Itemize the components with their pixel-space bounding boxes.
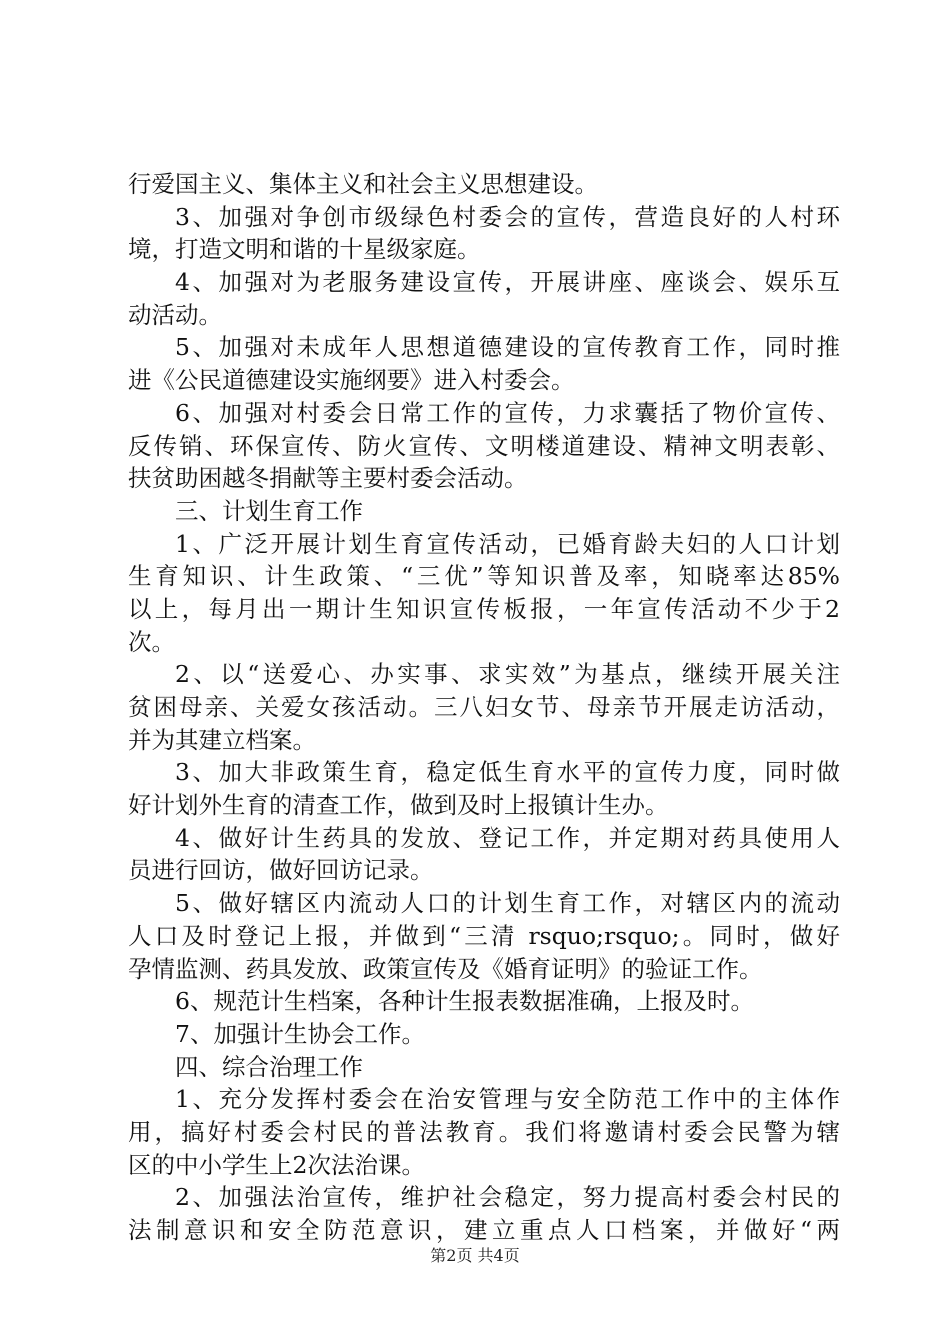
text-line: 贫困母亲、关爱女孩活动。三八妇女节、母亲节开展走访活动， (128, 693, 840, 721)
text-line: 2、以“送爱心、办实事、求实效”为基点，继续开展关注 (175, 660, 840, 689)
text-line: 4、做好计生药具的发放、登记工作，并定期对药具使用人 (175, 823, 840, 852)
text-line: 5、加强对未成年人思想道德建设的宣传教育工作，同时推 (175, 333, 840, 362)
text-line: 生育知识、计生政策、“三优”等知识普及率，知晓率达85% (128, 562, 840, 591)
text-line: 进《公民道德建设实施纲要》进入村委会。 (128, 366, 575, 395)
text-line: 1、充分发挥村委会在治安管理与安全防范工作中的主体作 (175, 1085, 840, 1114)
text-line: 4、加强对为老服务建设宣传，开展讲座、座谈会、娱乐互 (175, 268, 840, 297)
text-line: 员进行回访，做好回访记录。 (128, 856, 434, 885)
text-line: 扶贫助困越冬捐献等主要村委会活动。 (128, 464, 528, 493)
text-line: 以上，每月出一期计生知识宣传板报，一年宣传活动不少于2 (128, 594, 840, 623)
text-line: 6、加强对村委会日常工作的宣传，力求囊括了物价宣传、 (175, 398, 840, 427)
text-line: 法制意识和安全防范意识，建立重点人口档案，并做好“两 (128, 1216, 840, 1244)
page-footer: 第2页 共4页 (430, 1246, 520, 1265)
text-line: 次。 (128, 627, 175, 656)
text-line: 2、加强法治宣传，维护社会稳定，努力提高村委会村民的 (175, 1183, 840, 1212)
text-line: 5、做好辖区内流动人口的计划生育工作，对辖区内的流动 (175, 889, 840, 918)
text-line: 行爱国主义、集体主义和社会主义思想建设。 (128, 170, 598, 198)
text-line: 1、广泛开展计划生育宣传活动，已婚育龄夫妇的人口计划 (175, 529, 840, 558)
text-line: 并为其建立档案。 (128, 725, 316, 754)
body-text (128, 168, 840, 1247)
text-line: 3、加大非政策生育，稳定低生育水平的宣传力度，同时做 (175, 758, 840, 787)
text-line: 三、计划生育工作 (175, 496, 363, 525)
text-line: 人口及时登记上报，并做到“三清 rsquo;rsquo;。同时，做好 (128, 921, 840, 950)
text-line: 孕情监测、药具发放、政策宣传及《婚育证明》的验证工作。 (128, 954, 763, 983)
text-line: 区的中小学生上2次法治课。 (128, 1150, 425, 1179)
text-line: 好计划外生育的清查工作，做到及时上报镇计生办。 (128, 791, 669, 820)
text-line: 6、规范计生档案，各种计生报表数据准确，上报及时。 (175, 987, 754, 1016)
text-line: 7、加强计生协会工作。 (175, 1019, 425, 1048)
text-line: 反传销、环保宣传、防火宣传、文明楼道建设、精神文明表彰、 (128, 431, 840, 460)
text-line: 境，打造文明和谐的十星级家庭。 (128, 235, 481, 264)
text-line: 动活动。 (128, 300, 222, 329)
text-line: 3、加强对争创市级绿色村委会的宣传，营造良好的人村环 (175, 202, 840, 231)
text-line: 四、综合治理工作 (175, 1052, 363, 1081)
text-line: 用，搞好村委会村民的普法教育。我们将邀请村委会民警为辖 (128, 1117, 840, 1146)
